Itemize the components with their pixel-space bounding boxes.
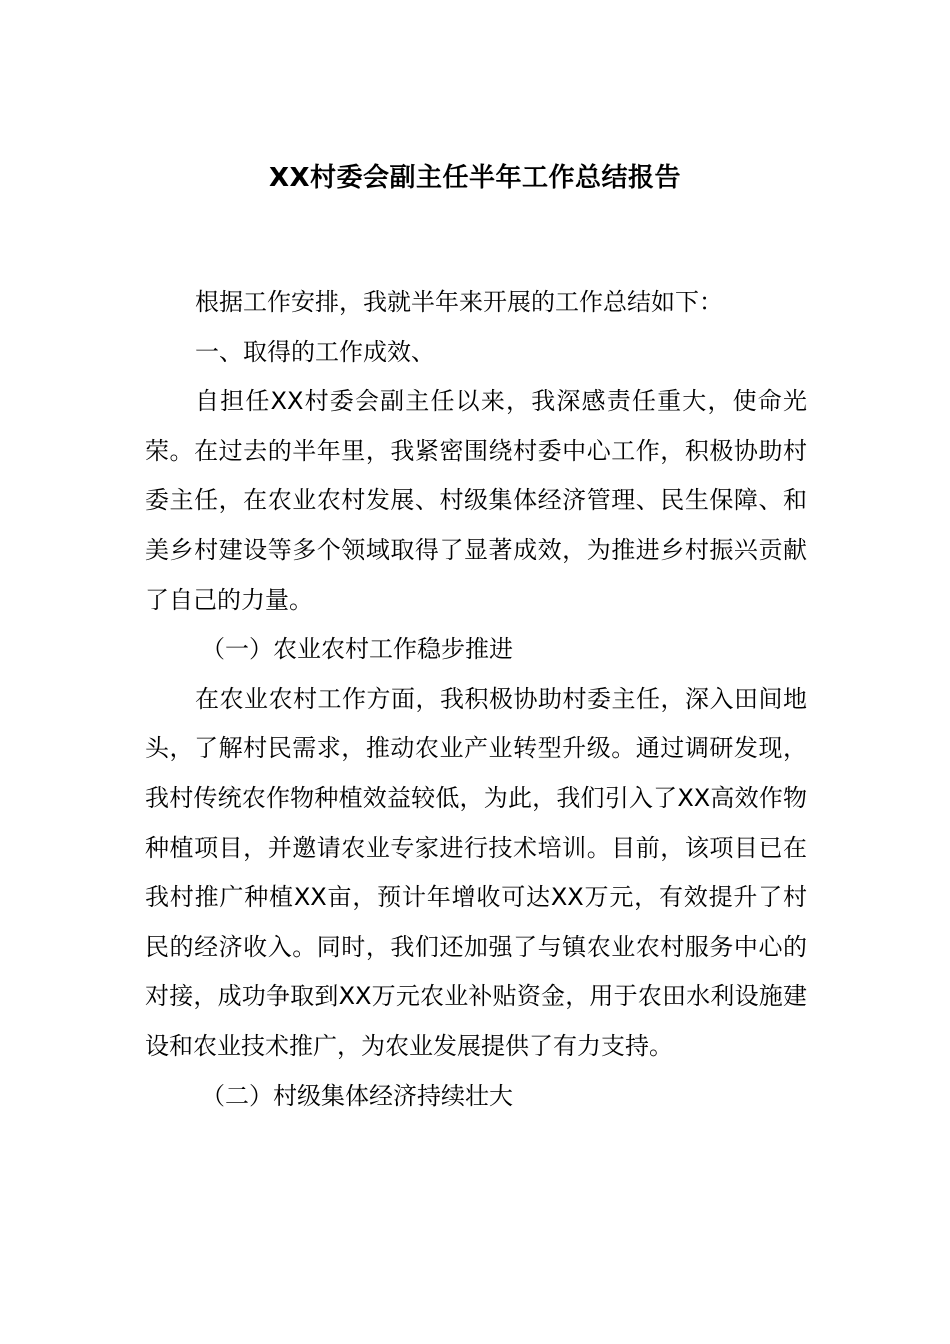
subsection-heading-1: （一）农业农村工作稳步推进	[201, 635, 513, 664]
section-heading-1: 一、取得的工作成效、	[195, 337, 435, 366]
body-paragraph: 自担任XX村委会副主任以来，我深感责任重大，使命光荣。在过去的半年里，我紧密围绕村委中心工作，积极协助村委主任，在农业农村发展、村级集体经济管理、民生保障、和美乡村建设等多个领域取得了显著成效，为推进乡村振兴贡献了自己的力量。	[145, 387, 807, 614]
document-body	[145, 278, 807, 1121]
body-paragraph: 在农业农村工作方面，我积极协助村委主任，深入田间地头，了解村民需求，推动农业产业转型升级。通过调研发现，我村传统农作物种植效益较低，为此，我们引入了XX高效作物种植项目，并邀请农业专家进行技术培训。目前，该项目已在我村推广种植XX亩，预计年增收可达XX万元，有效提升了村民的经济收入。同时，我们还加强了与镇农业农村服务中心的对接，成功争取到XX万元农业补贴资金，用于农田水利设施建设和农业技术推广，为农业发展提供了有力支持。	[145, 684, 807, 1060]
subsection-heading-2: （二）村级集体经济持续壮大	[201, 1081, 513, 1110]
document-title: XX村委会副主任半年工作总结报告	[268, 163, 682, 193]
intro-paragraph: 根据工作安排，我就半年来开展的工作总结如下：	[195, 288, 723, 316]
